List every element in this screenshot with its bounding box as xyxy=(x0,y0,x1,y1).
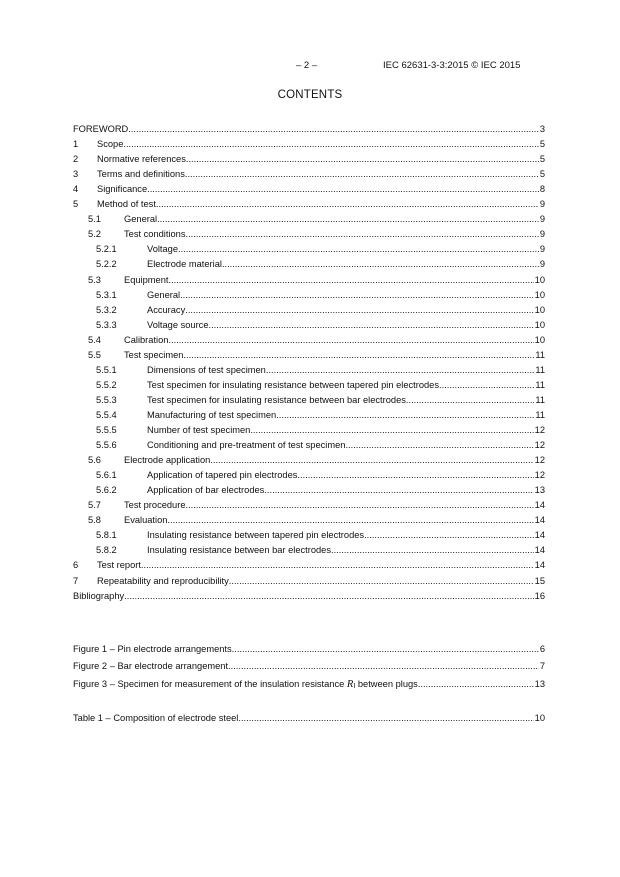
toc-entry-number: 5.7 xyxy=(88,500,101,511)
toc-entry-title: Test specimen for insulating resistance between tapered pin electrodes xyxy=(147,379,439,390)
toc-entry-page: 10 xyxy=(534,274,545,285)
figure-title-text: Figure 3 – Specimen for measurement of the insulation resistance xyxy=(73,679,347,689)
toc-entry-title: Application of bar electrodes xyxy=(147,485,265,496)
toc-entry[interactable] xyxy=(73,574,545,588)
toc-entry-number: 7 xyxy=(73,575,79,586)
toc-entry-number: 5.2 xyxy=(88,229,101,240)
toc-entry-number: 5.5.6 xyxy=(96,440,117,451)
toc-entry-title: Test specimen for insulating resistance between bar electrodes xyxy=(147,394,406,405)
toc-entry-title: General xyxy=(124,214,158,225)
toc-entry[interactable] xyxy=(73,242,545,256)
toc-entry-body xyxy=(97,197,545,211)
standard-reference: IEC 62631-3-3:2015 © IEC 2015 xyxy=(383,60,521,71)
toc-entry-number: 5.8.2 xyxy=(96,545,117,556)
toc-entry-title: Voltage source xyxy=(147,319,209,330)
dot-leader xyxy=(364,528,534,542)
dot-leader xyxy=(331,543,534,557)
toc-entry[interactable] xyxy=(73,333,545,347)
toc-entry-title: Figure 1 – Pin electrode arrangements xyxy=(73,644,232,654)
dot-leader xyxy=(418,677,534,694)
toc-entry-body xyxy=(147,242,545,256)
page-title: CONTENTS xyxy=(277,89,343,101)
toc-entry-body xyxy=(147,288,545,302)
toc-entry-title: Normative references xyxy=(97,154,186,165)
toc-entry-body xyxy=(147,318,545,332)
dot-leader xyxy=(185,167,539,181)
toc-entry-number: 1 xyxy=(73,139,79,150)
toc-entry-number: 5.6.1 xyxy=(96,470,117,481)
toc-entry-title: Scope xyxy=(97,139,124,150)
dot-leader xyxy=(168,273,533,287)
toc-entry-page: 5 xyxy=(539,154,545,165)
toc-entry-title: Terms and definitions xyxy=(97,169,185,180)
toc-entry-title: General xyxy=(147,289,181,300)
toc-entry-title: Insulating resistance between tapered pin electrodes xyxy=(147,530,365,541)
toc-entry-title: Electrode material xyxy=(147,259,222,270)
toc-entry-title: Repeatability and reproducibility xyxy=(97,575,229,586)
dot-leader xyxy=(123,137,538,151)
toc-entry-title: Bibliography xyxy=(73,590,125,601)
toc-entry[interactable] xyxy=(73,378,545,392)
toc-entry[interactable] xyxy=(73,589,545,603)
toc-entry-page: 11 xyxy=(535,394,545,405)
dot-leader xyxy=(222,257,539,271)
toc-entry[interactable] xyxy=(73,182,545,196)
dot-leader xyxy=(157,212,539,226)
toc-entry-body xyxy=(147,303,545,317)
toc-entry[interactable] xyxy=(73,498,545,512)
toc-entry-title: Equipment xyxy=(124,274,169,285)
toc-entry-title: Test procedure xyxy=(124,500,186,511)
toc-entry-body xyxy=(124,227,545,241)
toc-entry-body xyxy=(147,438,545,452)
toc-entry[interactable] xyxy=(73,122,545,136)
toc-entry-page: 11 xyxy=(535,364,545,375)
toc-entry-title: Calibration xyxy=(124,334,169,345)
toc-entry-body xyxy=(147,257,545,271)
toc-entry[interactable] xyxy=(73,197,545,211)
toc-entry-title: Accuracy xyxy=(147,304,186,315)
toc-entry[interactable] xyxy=(73,483,545,497)
toc-entry-page: 15 xyxy=(534,575,545,586)
toc-entry-body xyxy=(124,333,545,347)
toc-entry-number: 5.5.5 xyxy=(96,425,117,435)
toc-entry-page: 11 xyxy=(535,349,545,360)
toc-entry-number: 5.5.3 xyxy=(96,394,117,405)
toc-entry-body xyxy=(124,348,545,362)
toc-entry-number: 5.3.3 xyxy=(96,319,117,330)
toc-entry-body xyxy=(147,363,545,377)
toc-entry-title: Test specimen xyxy=(124,349,184,360)
toc-entry-page: 16 xyxy=(534,590,545,601)
toc-entry[interactable] xyxy=(73,227,545,241)
dot-leader xyxy=(147,182,539,196)
toc-entry[interactable] xyxy=(73,642,545,656)
toc-entry-page: 6 xyxy=(539,644,545,654)
figure-title-text: between plugs xyxy=(355,679,418,689)
toc-entry-page: 14 xyxy=(534,560,545,571)
toc-entry-page: 10 xyxy=(534,334,545,345)
toc-entry-body xyxy=(147,528,545,542)
toc-entry-body xyxy=(147,408,545,422)
toc-entry[interactable] xyxy=(73,212,545,226)
toc-entry-number: 4 xyxy=(73,184,79,195)
toc-entry-title: Electrode application xyxy=(124,455,211,466)
dot-leader xyxy=(185,303,533,317)
toc-entry-title: Number of test specimen xyxy=(147,425,251,435)
toc-entry-title: Figure 2 – Bar electrode arrangement xyxy=(73,661,229,671)
toc-entry-page: 14 xyxy=(534,545,545,556)
toc-entry[interactable] xyxy=(73,273,545,287)
toc-entry[interactable] xyxy=(73,659,545,673)
toc-entry-page: 9 xyxy=(539,259,545,270)
toc-entry-body xyxy=(73,642,545,656)
toc-entry-page: 7 xyxy=(539,661,545,671)
toc-entry-page: 11 xyxy=(535,379,545,390)
toc-entry-page: 5 xyxy=(539,169,545,180)
dot-leader xyxy=(186,152,539,166)
toc-entry-title: Evaluation xyxy=(124,515,168,526)
dot-leader xyxy=(406,393,534,407)
toc-entry-number: 5.5.2 xyxy=(96,379,117,390)
toc-entry-page: 13 xyxy=(534,679,545,689)
dot-leader xyxy=(264,483,533,497)
toc-entry-number: 5.5 xyxy=(88,349,101,360)
toc-entry-number: 5.5.4 xyxy=(96,409,117,420)
dot-leader xyxy=(183,348,534,362)
toc-entry-body xyxy=(97,574,545,588)
toc-entry-body xyxy=(147,468,545,482)
toc-entry-page: 5 xyxy=(539,139,545,150)
toc-entry-page: 10 xyxy=(534,304,545,315)
toc-entry-page: 14 xyxy=(534,500,545,511)
toc-entry-number: 5.2.1 xyxy=(96,244,117,255)
toc-entry-title: Test report xyxy=(97,560,141,571)
toc-entry-body xyxy=(147,483,545,497)
toc-entry-body xyxy=(97,137,545,151)
toc-entry-number: 5 xyxy=(73,199,79,210)
toc-entry-page: 3 xyxy=(539,124,545,134)
dot-leader xyxy=(186,227,539,241)
toc-entry-number: 5.2.2 xyxy=(96,259,117,270)
toc-entry-page: 14 xyxy=(534,530,545,541)
toc-entry-title: Method of test xyxy=(97,199,156,210)
toc-entry[interactable] xyxy=(73,513,545,527)
dot-leader xyxy=(345,438,533,452)
resistance-subscript: I xyxy=(353,683,356,690)
toc-entry-page: 9 xyxy=(539,214,545,225)
toc-entry[interactable] xyxy=(73,318,545,332)
dot-leader xyxy=(168,333,533,347)
toc-entry-number: 5.3 xyxy=(88,274,101,285)
toc-entry-number: 5.4 xyxy=(88,334,101,345)
dot-leader xyxy=(229,574,534,588)
dot-leader xyxy=(276,408,534,422)
toc-entry-body xyxy=(97,167,545,181)
toc-entry-body xyxy=(97,182,545,196)
toc-entry-number: 5.5.1 xyxy=(96,364,117,375)
toc-entry-body xyxy=(147,543,545,557)
toc-entry-number: 6 xyxy=(73,560,79,571)
toc-entry-body xyxy=(147,393,545,407)
toc-entry-title: Table 1 – Composition of electrode steel xyxy=(73,713,239,723)
toc-entry-number: 5.3.2 xyxy=(96,304,117,315)
toc-entry[interactable] xyxy=(73,257,545,271)
toc-entry[interactable] xyxy=(73,288,545,302)
toc-entry[interactable] xyxy=(73,677,545,691)
toc-entry-page: 10 xyxy=(534,713,545,723)
dot-leader xyxy=(266,363,534,377)
toc-entry[interactable] xyxy=(73,393,545,407)
toc-entry[interactable] xyxy=(73,303,545,317)
toc-entry[interactable] xyxy=(73,543,545,557)
dot-leader xyxy=(178,242,539,256)
toc-entry-page: 9 xyxy=(539,199,545,210)
dot-leader xyxy=(238,711,533,725)
toc-entry-body xyxy=(97,152,545,166)
resistance-symbol: R xyxy=(346,679,354,690)
toc-entry[interactable] xyxy=(73,438,545,452)
dot-leader xyxy=(228,659,539,673)
toc-entry-page: 14 xyxy=(534,515,545,526)
toc-entry[interactable] xyxy=(73,423,545,437)
dot-leader xyxy=(167,513,533,527)
toc-entry-title: Insulating resistance between bar electrodes xyxy=(147,545,331,556)
toc-entry-page: 12 xyxy=(534,470,545,481)
dot-leader xyxy=(439,378,534,392)
toc-entry-page: 9 xyxy=(539,229,545,240)
dot-leader xyxy=(209,318,534,332)
toc-entry-page: 10 xyxy=(534,289,545,300)
toc-entry-page: 8 xyxy=(539,184,545,195)
toc-entry-body xyxy=(124,212,545,226)
toc-entry-page: 12 xyxy=(534,425,545,435)
toc-entry-number: 5.3.1 xyxy=(96,289,117,300)
toc-entry-body xyxy=(124,498,545,512)
toc-entry-body xyxy=(147,423,545,437)
toc-entry-title: Significance xyxy=(97,184,148,195)
dot-leader xyxy=(232,642,539,656)
toc-entry[interactable] xyxy=(73,152,545,166)
toc-entry-number: 5.8 xyxy=(88,515,101,526)
toc-entry-title: Application of tapered pin electrodes xyxy=(147,470,298,481)
toc-entry-number: 5.8.1 xyxy=(96,530,117,541)
toc-entry-page: 11 xyxy=(535,409,545,420)
toc-entry-body xyxy=(73,122,545,136)
toc-entry[interactable] xyxy=(73,348,545,362)
toc-entry-title: Test conditions xyxy=(124,229,186,240)
toc-entry-page: 9 xyxy=(539,244,545,255)
toc-entry[interactable] xyxy=(73,453,545,467)
page-number: – 2 – xyxy=(296,60,318,71)
toc-entry-body xyxy=(73,677,545,694)
dot-leader xyxy=(250,423,533,437)
toc-entry[interactable] xyxy=(73,528,545,542)
toc-entry-title: Dimensions of test specimen xyxy=(147,364,266,375)
toc-entry-page: 12 xyxy=(534,455,545,466)
toc-entry-page: 12 xyxy=(534,440,545,451)
toc-entry-title: FOREWORD xyxy=(73,124,129,134)
toc-entry-body xyxy=(97,558,545,572)
toc-entry-body xyxy=(124,513,545,527)
toc-entry-page: 13 xyxy=(534,485,545,496)
toc-entry-body xyxy=(73,711,545,725)
toc-entry-number: 2 xyxy=(73,154,79,165)
toc-entry-body xyxy=(73,589,545,603)
toc-entry-page: 10 xyxy=(534,319,545,330)
dot-leader xyxy=(141,558,534,572)
toc-entry-body xyxy=(124,273,545,287)
toc-entry[interactable] xyxy=(73,558,545,572)
toc-entry-number: 5.6 xyxy=(88,455,101,466)
toc-entry[interactable] xyxy=(73,137,545,151)
dot-leader xyxy=(124,589,533,603)
toc-entry[interactable] xyxy=(73,408,545,422)
dot-leader xyxy=(297,468,533,482)
toc-entry[interactable] xyxy=(73,468,545,482)
toc-entry[interactable] xyxy=(73,363,545,377)
dot-leader xyxy=(180,288,534,302)
toc-entry-number: 5.6.2 xyxy=(96,485,117,496)
toc-entry-body xyxy=(73,659,545,673)
dot-leader xyxy=(128,122,539,136)
toc-entry[interactable] xyxy=(73,167,545,181)
toc-entry-title: Manufacturing of test specimen xyxy=(147,409,277,420)
dot-leader xyxy=(156,197,539,211)
toc-entry-body xyxy=(147,378,545,392)
toc-entry-title: Voltage xyxy=(147,244,179,255)
toc-entry-number: 3 xyxy=(73,169,79,180)
toc-entry-body xyxy=(124,453,545,467)
toc-entry-title: Conditioning and pre-treatment of test specimen xyxy=(147,440,346,451)
toc-entry-title xyxy=(73,677,418,694)
toc-entry-number: 5.1 xyxy=(88,214,101,225)
dot-leader xyxy=(210,453,533,467)
dot-leader xyxy=(186,498,534,512)
toc-entry[interactable] xyxy=(73,711,545,725)
